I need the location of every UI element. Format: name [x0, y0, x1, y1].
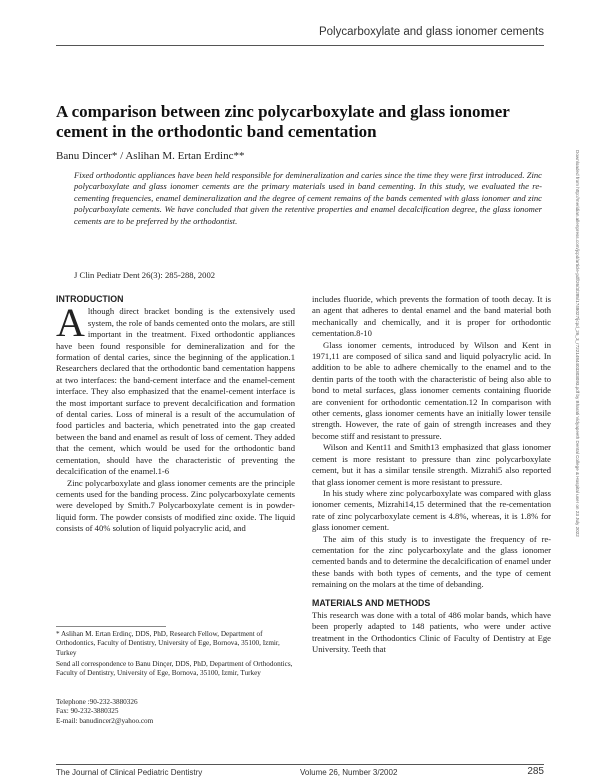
abstract: Fixed orthodontic appliances have been held responsible for demineralization and caries since the time they were first introduced. Zinc polycarboxylate and glass ionomer cements are the primary materials used in band cementing. In this study, we evaluated the re-cementing frequencies, enamel demineralization and the degree of cement remains of the bands cemented with glass ionomer and zinc polycarboxylate cements. We have concluded that given the retentive properties and enamel decalcification degree, the glass ionomer cements are to be preferred by the orthodontist. — [74, 170, 542, 226]
right-paragraph-5: The aim of this study is to investigate the frequency of re-cementation for the zinc polycarboxylate and the glass ionomer cemented bands and to determine the decalcification of enamel under these bands with both types of cements, and the type of cement remaining on the molars at the time of debanding. — [312, 533, 551, 590]
download-note-text: Downloaded from http://meridian.allenpress.com/jcpd/article-pdf/26/3/285/1748027/jcpd_26_3_r7221484403303093.pdf by Bharati Vidyapeeth Dental College & Hospital user on 23 July 2022 — [575, 150, 580, 537]
footnote-correspondence: Send all correspondence to Banu Dinçer, DDS, PhD, Department of Orthodontics, Faculty of Dentistry, University of Ege, Bornova, 35100, Izmir, Turkey — [56, 660, 293, 678]
intro-paragraph-2: Zinc polycarboxylate and glass ionomer cements are the principle cements used for the banding process. Zinc polycarboxylate cements were developed by Smith.7 Polycarboxylate cement is in powder-liquid form. The powder consists of modified zinc oxide. The liquid consists of 40% solution of liquid polyacrylic acid, and — [56, 477, 295, 534]
right-column — [312, 294, 551, 656]
right-paragraph-4: In his study where zinc polycarboxylate was compared with glass ionomer cements, Mizrahi14,15 determined that the re-cementation rate of zinc polycarboxylate cement is 4.8%, whereas, it is 1.8% for glass ionomer cement. — [312, 487, 551, 533]
footnote-email[interactable]: E-mail: banudincer2@yahoo.com — [56, 716, 154, 725]
left-column — [56, 294, 295, 535]
intro-paragraph-1 — [56, 300, 295, 477]
footer-volume: Volume 26, Number 3/2002 — [300, 768, 398, 777]
footnote-telephone: Telephone :90-232-3880326 — [56, 698, 138, 706]
running-head: Polycarboxylate and glass ionomer cements — [318, 26, 544, 38]
citation: J Clin Pediatr Dent 26(3): 285-288, 2002 — [74, 270, 216, 280]
right-paragraph-3: Wilson and Kent11 and Smith13 emphasized that glass ionomer cement is more resistant to pressure than zinc polycarboxylate cement, but it has a similar tensile strength. Mizrahi5 also reported that glass ionomer cement is more resistant to pressure. — [312, 442, 551, 487]
footnote-affiliation: * Aslihan M. Ertan Erdinç, DDS, PhD, Research Fellow, Department of Orthodontics, Faculty of Dentistry, University of Ege, Bornova, 35100, Izmir, Turkey — [56, 630, 280, 657]
drop-cap: A — [56, 300, 85, 346]
footnote-rule — [56, 626, 166, 627]
page-number: 285 — [527, 766, 544, 777]
methods-heading: MATERIALS AND METHODS — [312, 597, 431, 608]
authors: Banu Dincer* / Aslihan M. Ertan Erdinc** — [56, 150, 245, 162]
article-title: A comparison between zinc polycarboxylate and glass ionomer cement in the orthodontic band cementation — [56, 102, 510, 141]
footer-journal: The Journal of Clinical Pediatric Dentistry — [56, 768, 203, 777]
methods-paragraph-1: This research was done with a total of 486 molar bands, which have been properly adapted to 148 patients, who were under active treatment in the Orthodontics Clinic of Faculty of Dentistry at Ege University. Teeth that — [312, 609, 551, 655]
header-rule — [56, 45, 544, 46]
footnote-fax: Fax: 90-232-3880325 — [56, 707, 119, 716]
right-paragraph-2: Glass ionomer cements, introduced by Wilson and Kent in 1971,11 are composed of silica sand and liquid polyacrylic acid. In addition to be able to adhere chemically to the enamel and to the dentin parts of the tooth with the characteristic of being also able to bond to metal surfaces, glass ionomer cements containing fluoride are convenient for orthodontic cementation.12 In comparison with other cements, glass ionomer cements have an initially lower tensile strength. However, the rate of gain of strength increases and they become stiff and resistant to pressure. — [312, 339, 551, 441]
download-note — [572, 150, 582, 620]
footnote-contact — [56, 698, 296, 726]
right-paragraph-1: includes fluoride, which prevents the formation of tooth decay. It is an agent that adheres to dental enamel and the band material both mechanically and chemically, and it is proper for orthodontic cementation.8-10 — [312, 294, 551, 339]
introduction-heading: INTRODUCTION — [56, 294, 124, 304]
intro-paragraph-1-text: lthough direct bracket bonding is the extensively used system, the role of bands cemented onto the molars, are still important in the treatment. Fixed orthodontic appliances have been found responsible for demineralization and for the formation of dental caries, since the beginning of the application.1 Researchers declared that the orthodontic band cementation happens at two interfaces: the band-cement interface and the enamel-cement interface. They also emphasized that the enamel-cement interface is the most important surface to prevent decalcification and formation of dental caries. Loss of mineral is a result of the accumulation of food particles and bacteria, which penetrated into the gap created between the band and enamel as result of loss of cement. They added that the cement, which would be used for the orthodontic band cementation, should have the characteristic of preventing the decalcification of the enamel.1-6 — [56, 306, 295, 477]
footer-rule — [56, 764, 544, 765]
